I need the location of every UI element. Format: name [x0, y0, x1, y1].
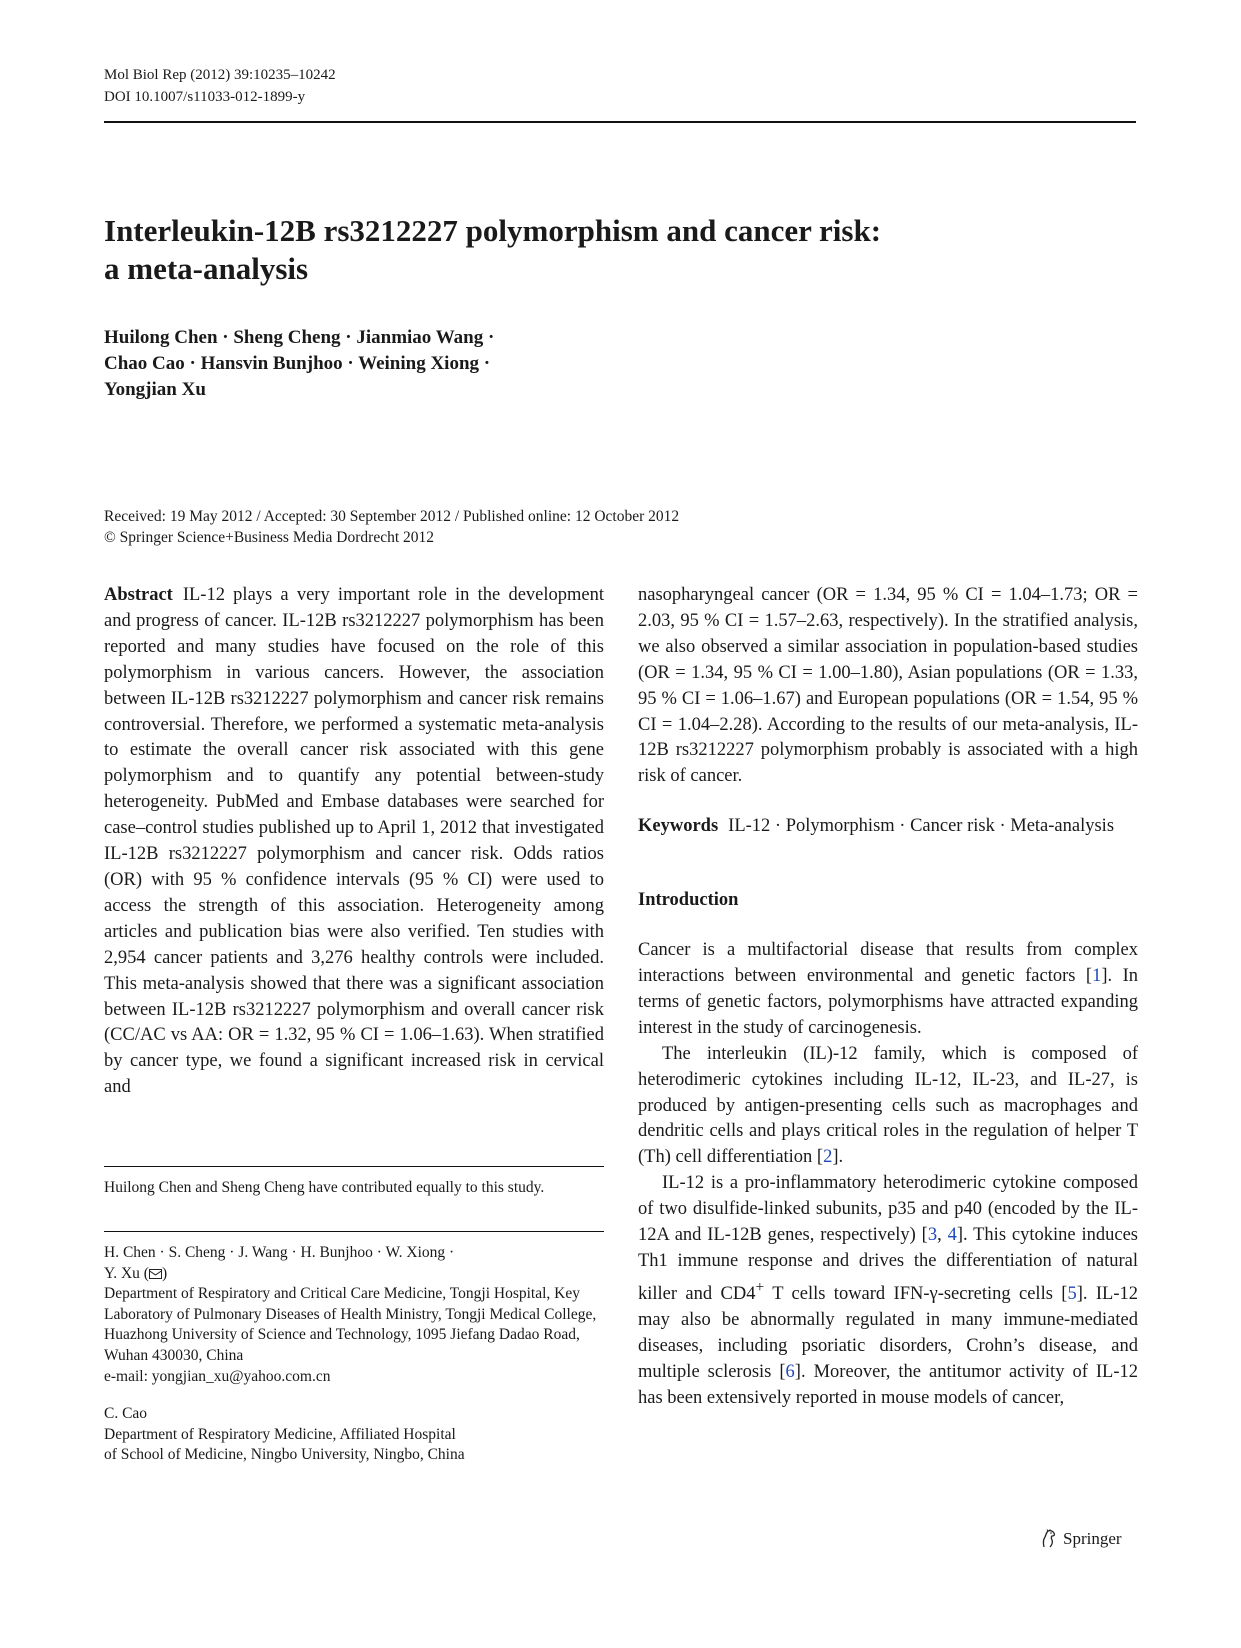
affiliation-2-department-line-1: Department of Respiratory Medicine, Affiliated Hospital [104, 1425, 456, 1443]
abstract-label: Abstract [104, 585, 173, 605]
introduction-heading: Introduction [638, 890, 739, 911]
envelope-icon [149, 1269, 162, 1279]
intro-p2-text-a: The interleukin (IL)-12 family, which is composed of heterodimeric cytokines including IL-12, IL-23, and IL-27, is produced by antigen-presenting cells such as macrophages and dendritic cells and plays critical roles in the regulation of helper T (Th) cell differentiation [ [638, 1043, 1138, 1168]
intro-p3-text-b: ]. This cytokine induces Th1 immune response and drives the differentiation of natural killer and CD4 [638, 1225, 1138, 1304]
abstract-left [104, 583, 604, 1101]
intro-p3-text-a: IL-12 is a pro-inflammatory heterodimeric cytokine composed of two disulfide-linked subunits, p35 and p40 (encoded by the IL-12A and IL-12B genes, respectively) [ [638, 1173, 1138, 1246]
citation-link-5[interactable]: 5 [1067, 1284, 1077, 1304]
title-line-1: Interleukin-12B rs3212227 polymorphism and cancer risk: [104, 213, 882, 248]
affiliation-rule [104, 1231, 604, 1232]
intro-paragraph-2 [638, 1042, 1138, 1172]
title-line-2: a meta-analysis [104, 251, 309, 286]
springer-horse-icon [1040, 1529, 1058, 1549]
publisher-name: Springer [1063, 1529, 1122, 1548]
citation-link-2[interactable]: 2 [823, 1147, 833, 1168]
affiliations [104, 1243, 624, 1466]
copyright-line: © Springer Science+Business Media Dordrecht 2012 [104, 529, 435, 546]
superscript-plus: + [755, 1278, 765, 1296]
right-column [638, 583, 1138, 1412]
intro-p1-text-a: Cancer is a multifactorial disease that results from complex interactions between environmental and genetic factors [ [638, 940, 1138, 986]
authors-line-2: Chao Cao · Hansvin Bunjhoo · Weining Xiong · [104, 353, 491, 374]
abstract-text-left: IL-12 plays a very important role in the development and progress of cancer. IL-12B rs3212227 polymorphism has been reported and many studies have focused on the role of this polymorphism in various cancers. However, the association between IL-12B rs3212227 polymorphism and cancer risk remains controversial. Therefore, we performed a systematic meta-analysis to estimate the overall cancer risk associated with this gene polymorphism and to quantify any potential between-study heterogeneity. PubMed and Embase databases were searched for case–control studies published up to April 1, 2012 that investigated IL-12B rs3212227 polymorphism and cancer risk. Odds ratios (OR) with 95 % confidence intervals (95 % CI) were used to access the strength of this association. Heterogeneity among articles and publication bias were also verified. Ten studies with 2,954 cancer patients and 3,276 healthy controls were included. This meta-analysis showed that there was a significant association between IL-12B rs3212227 polymorphism and overall cancer risk (CC/AC vs AA: OR = 1.32, 95 % CI = 1.06–1.63). When stratified by cancer type, we found a significant increased risk in cervical and [104, 585, 604, 1098]
affiliation-2-name: C. Cao [104, 1405, 148, 1423]
affiliation-1-email[interactable]: e-mail: yongjian_xu@yahoo.com.cn [104, 1367, 331, 1385]
equal-contribution-note: Huilong Chen and Sheng Cheng have contributed equally to this study. [104, 1179, 545, 1196]
citation-link-1[interactable]: 1 [1092, 965, 1102, 986]
affiliation-2-department-line-2: of School of Medicine, Ningbo University, Ningbo, China [104, 1446, 465, 1464]
intro-p2-text-b: ]. [832, 1147, 844, 1168]
intro-p3-text-d: ]. IL-12 may also be abnormally regulated in many immune-mediated diseases, including psoriatic disorders, Crohn’s disease, and multiple sclerosis [ [638, 1284, 1138, 1382]
intro-p3-sep: , [937, 1225, 948, 1246]
dates-line: Received: 19 May 2012 / Accepted: 30 September 2012 / Published online: 12 October 2012 [104, 508, 680, 525]
intro-p3-text-c: T cells toward IFN-γ-secreting cells [ [764, 1284, 1068, 1304]
authors-line-3: Yongjian Xu [104, 379, 206, 400]
intro-paragraph-3 [638, 1171, 1138, 1411]
article-title [104, 212, 1104, 288]
authors-line-1: Huilong Chen · Sheng Cheng · Jianmiao Wang · [104, 327, 495, 348]
publisher-logo [1040, 1528, 1122, 1550]
intro-p3-text-e: ]. Moreover, the antitumor activity of IL-12 has been extensively reported in mouse models of cancer, [638, 1361, 1138, 1408]
citation-link-3[interactable]: 3 [927, 1225, 938, 1246]
affiliation-1-department: Department of Respiratory and Critical Care Medicine, Tongji Hospital, Key Laboratory of Pulmonary Diseases of Health Ministry, Tongji Medical College, Huazhong University of Science and Technology, 1095 Jiefang Dadao Road, Wuhan 430030, China [104, 1285, 597, 1364]
journal-citation: Mol Biol Rep (2012) 39:10235–10242 [104, 67, 336, 83]
corresponding-author: Y. Xu ( [104, 1264, 149, 1282]
keywords [638, 814, 1138, 840]
left-column [104, 583, 604, 1101]
header-rule [104, 121, 1136, 123]
publication-dates [104, 506, 1144, 548]
author-list [104, 325, 604, 403]
citation-link-6[interactable]: 6 [785, 1361, 795, 1382]
doi: DOI 10.1007/s11033-012-1899-y [104, 89, 306, 105]
intro-p1-text-b: ]. In terms of genetic factors, polymorphisms have attracted expanding interest in the study of carcinogenesis. [638, 965, 1138, 1038]
keywords-label: Keywords [638, 816, 719, 837]
citation-link-4[interactable]: 4 [947, 1225, 957, 1246]
affiliation-1-corresponding [104, 1264, 624, 1285]
affiliation-1-names: H. Chen · S. Cheng · J. Wang · H. Bunjhoo · W. Xiong · [104, 1244, 455, 1261]
journal-header [104, 64, 336, 108]
intro-paragraph-1 [638, 938, 1138, 1042]
abstract-text-right: nasopharyngeal cancer (OR = 1.34, 95 % CI = 1.04–1.73; OR = 2.03, 95 % CI = 1.57–2.63, respectively). In the stratified analysis, we also observed a similar association in population-based studies (OR = 1.34, 95 % CI = 1.00–1.80), Asian populations (OR = 1.33, 95 % CI = 1.06–1.67) and European populations (OR = 1.54, 95 % CI = 1.04–2.28). According to the results of our meta-analysis, IL-12B rs3212227 polymorphism probably is associated with a high risk of cancer. [638, 585, 1138, 787]
footnote-rule [104, 1166, 604, 1167]
corresponding-author-close: ) [161, 1264, 168, 1282]
keywords-text: IL-12 · Polymorphism · Cancer risk · Meta-analysis [728, 816, 1115, 837]
